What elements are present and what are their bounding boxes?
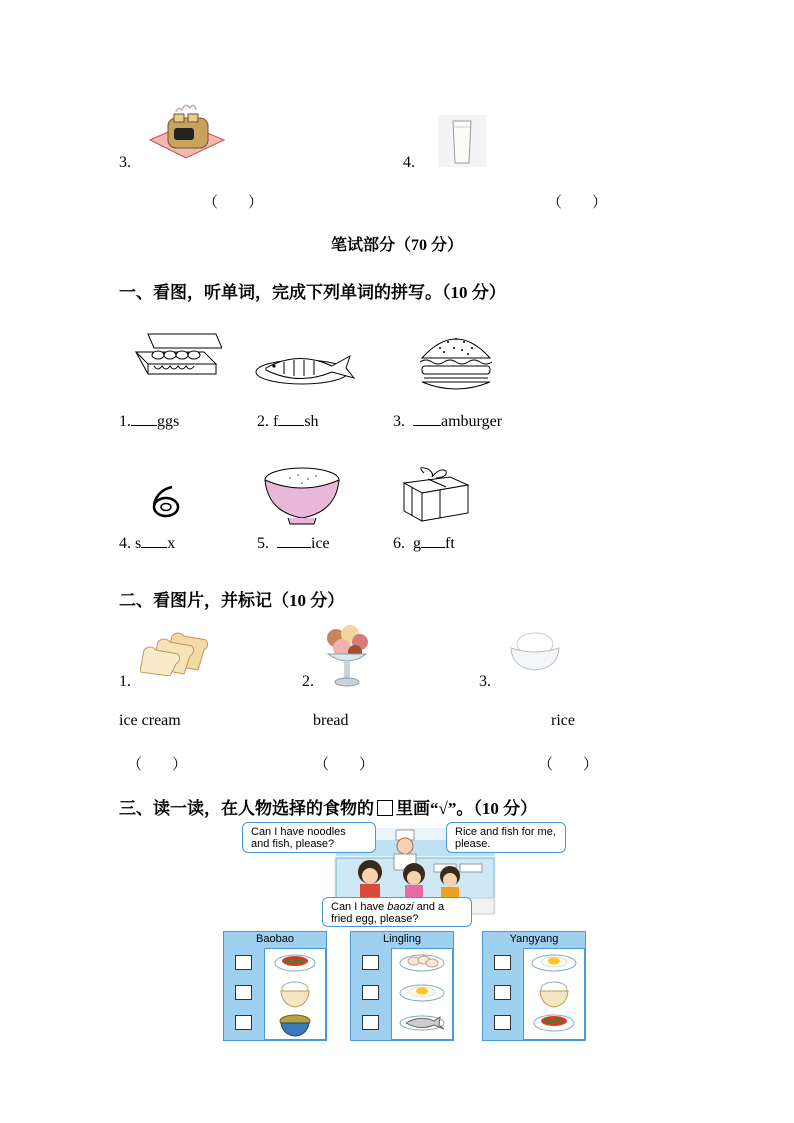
hamburger-icon [418, 330, 494, 392]
spelling-blank[interactable] [421, 533, 445, 548]
speech-bubble-bottom: Can I have baozi and a fried egg, please? [322, 897, 472, 927]
choice-checkbox[interactable] [494, 1015, 511, 1030]
answer-paren: （ ） [203, 195, 264, 211]
card-name: Baobao [256, 933, 294, 945]
answer-paren: （ ） [547, 195, 608, 211]
bread-icon [140, 630, 210, 676]
item-number: 5. [257, 535, 269, 552]
gift-icon [402, 465, 470, 523]
item-number: 1. [119, 413, 131, 430]
answer-paren: （ ） [314, 757, 375, 773]
fish-icon [400, 1016, 444, 1030]
item-number: 4. [119, 535, 131, 552]
word-option: rice [551, 712, 575, 729]
answer-paren: （ ） [127, 757, 188, 773]
spelling-item-4: 4. s x [119, 535, 176, 552]
choice-checkbox[interactable] [235, 985, 252, 1000]
food-column [392, 949, 452, 1039]
item-number: 4. [403, 154, 415, 171]
choice-checkbox[interactable] [494, 985, 511, 1000]
spelling-item-6: 6. g ft [393, 535, 455, 552]
rice-bowl-icon [281, 982, 309, 1007]
section3-title: 三、读一读，在人物选择的食物的 里画“√”。（10 分） [119, 799, 538, 818]
meat-dish-icon [534, 1015, 574, 1031]
choice-checkbox[interactable] [362, 985, 379, 1000]
item-number: 2. [257, 413, 269, 430]
ice-cream-icon [322, 624, 372, 688]
six-icon [146, 484, 186, 520]
word-option: bread [313, 712, 349, 729]
spelling-item-1: 1. ggs [119, 413, 180, 430]
choice-checkbox[interactable] [362, 1015, 379, 1030]
written-section-title: 笔试部分（70 分） [330, 237, 463, 254]
spelling-blank[interactable] [131, 411, 157, 426]
section2-title: 二、看图片，并标记（10 分） [119, 591, 345, 610]
checkbox-icon [377, 800, 393, 816]
choice-card-baobao [223, 931, 327, 1041]
spelling-item-2: 2. f sh [257, 413, 319, 430]
spelling-blank[interactable] [277, 533, 311, 548]
item-number: 1. [119, 673, 131, 690]
fried-egg-icon [532, 955, 576, 971]
choice-checkbox[interactable] [494, 955, 511, 970]
speech-bubble-right: Rice and fish for me, please. [446, 822, 566, 853]
rice-bowl-icon [262, 466, 342, 526]
food-column [265, 949, 325, 1039]
milk-icon [438, 115, 486, 167]
item-number: 3. [479, 673, 491, 690]
dumplings-icon [400, 955, 444, 971]
rice-bowl-icon [540, 982, 568, 1007]
spelling-item-3: 3. amburger [393, 413, 503, 430]
choice-checkbox[interactable] [362, 955, 379, 970]
eggs-icon [134, 330, 222, 378]
card-name: Yangyang [509, 933, 559, 945]
answer-paren: （ ） [538, 757, 599, 773]
spelling-blank[interactable] [141, 533, 167, 548]
choice-checkbox[interactable] [235, 1015, 252, 1030]
toaster-icon [146, 100, 226, 162]
item-number: 3. [119, 154, 131, 171]
choice-card-yangyang [482, 931, 586, 1041]
item-number: 6. [393, 535, 405, 552]
spelling-blank[interactable] [278, 411, 304, 426]
fried-egg-icon [400, 985, 444, 1001]
noodle-soup-icon [280, 1015, 310, 1036]
spelling-item-5: 5. ice [257, 535, 330, 552]
fish-icon [254, 346, 356, 388]
choice-card-lingling [350, 931, 454, 1041]
card-name: Lingling [383, 933, 421, 945]
food-column [524, 949, 584, 1039]
word-option: ice cream [119, 712, 181, 729]
section1-title: 一、看图，听单词，完成下列单词的拼写。（10 分） [119, 283, 506, 302]
choice-checkbox[interactable] [235, 955, 252, 970]
spelling-blank[interactable] [413, 411, 441, 426]
item-number: 2. [302, 673, 314, 690]
item-number: 3. [393, 413, 405, 430]
speech-bubble-left: Can I have noodles and fish, please? [242, 822, 376, 853]
rice-icon [508, 630, 562, 672]
meat-dish-icon [275, 955, 315, 971]
